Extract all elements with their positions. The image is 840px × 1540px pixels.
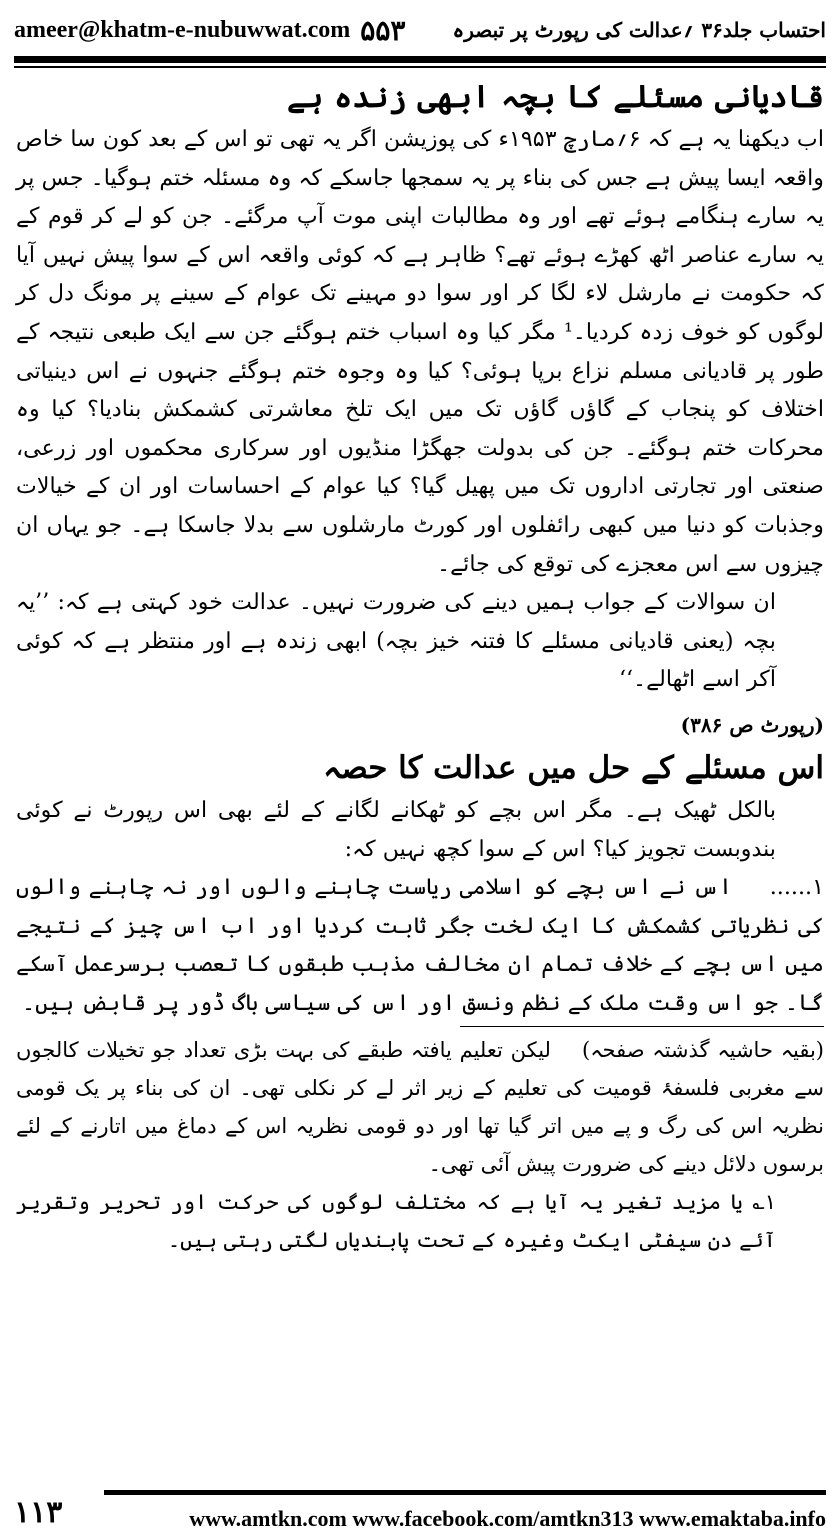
page-footer bbox=[14, 1488, 826, 1534]
header-email[interactable]: ameer@khatm-e-nubuwwat.com bbox=[14, 16, 351, 43]
footnote-continuation bbox=[16, 1031, 824, 1183]
header-rule-thick bbox=[14, 56, 826, 63]
header-rule-thin bbox=[14, 66, 826, 68]
header-running-title: احتساب جلد۳۶ ؍عدالت کی رپورٹ پر تبصرہ bbox=[452, 18, 826, 42]
section1-paragraph1: اب دیکھنا یہ ہے کہ ۶؍مارچ ۱۹۵۳ء کی پوزیشن اگر یہ تھی تو اس کے بعد کون سا خاص واقعہ ایسا پیش ہے جس کی بناء پر یہ سمجھا جاسکے کہ وہ مسئلہ ختم ہوگیا۔ جس پر یہ سارے ہنگامے ہوئے تھے اور وہ مطالبات اپنی موت آپ مرگئے۔ جن کو لے کر قوم کے یہ سارے عناصر اٹھ کھڑے ہوئے تھے؟ ظاہر ہے کہ کوئی واقعہ اس کے سوا پیش نہیں آیا کہ حکومت نے مارشل لاء لگا کر اور سوا دو مہینے تک عوام کے سینے پر مونگ دل کر لوگوں کو خوف زدہ کردیا۔¹ مگر کیا وہ اسباب ختم ہوگئے جن سے ایک طبعی نتیجہ کے طور پر قادیانی مسلم نزاع برپا ہوئی؟ کیا وہ وجوہ ختم ہوگئے جنہوں نے اس دینیاتی اختلاف کو پنجاب کے گاؤں گاؤں تک میں ایک تلخ معاشرتی کشمکش بنادیا؟ کیا وہ محرکات ختم ہوگئے۔ جن کی بدولت جھگڑا منڈیوں اور سرکاری محکموں اور زرعی، صنعتی اور تجارتی اداروں تک میں پھیل گیا؟ کیا عوام کے احساسات اور ان کے خیالات وجذبات کو دنیا میں کبھی رائفلوں اور کورٹ مارشلوں سے بدلا جاسکا ہے۔ جو یہاں ان چیزوں سے اس معجزے کی توقع کی جائے۔ bbox=[16, 126, 825, 577]
footer-page-number: ۱۱۳ bbox=[14, 1495, 63, 1530]
footnote-continuation-text: لیکن تعلیم یافتہ طبقے کی بہت بڑی تعداد جو تخیلات کالجوں سے مغربی فلسفۂ قومیت کی تعلیم کے زیر اثر لے کر نکلی تھی۔ ان کی بناء پر یک قومی نظریہ اس کی رگ و پے میں اتر گیا تھا اور دو قومی نظریہ اس کے دماغ میں اتارنے کے لئے برسوں دلائل دینے کی ضرورت پیش آئی تھی۔ bbox=[16, 1038, 824, 1177]
footer-links[interactable]: www.amtkn.com www.facebook.com/amtkn313 www.emaktaba.info bbox=[189, 1506, 826, 1531]
footnote-1: ۱؎ یا مزید تغیر یہ آیا ہے کہ مختلف لوگوں کی حرکت اور تحریر وتقریر آئے دن سیفٹی ایکٹ وغیرہ کے تحت پابندیاں لگتی رہتی ہیں۔ bbox=[16, 1190, 776, 1253]
footer-rule bbox=[104, 1490, 826, 1495]
header-left bbox=[14, 14, 405, 47]
page-body bbox=[16, 74, 824, 1259]
section2-list-item bbox=[16, 868, 824, 1022]
section1-heading: قادیانی مسئلے کا بچہ ابھی زندہ ہے bbox=[286, 79, 824, 115]
list-item-text: اس نے اس بچے کو اسلامی ریاست چاہنے والوں اور نہ چاہنے والوں کی نظریاتی کشمکش کا ایک لخت جگر ثابت کردیا اور اب اس چیز کے نتیجے میں اس بچے کے خلاف تمام ان مخالف مذہب طبقوں کا تعصب برسرعمل آسکے گا۔ جو اس وقت ملک کے نظم ونسق اور اس کی سیاسی باگ ڈور پر قابض ہیں۔ bbox=[16, 874, 824, 1016]
section2-paragraph1: بالکل ٹھیک ہے۔ مگر اس بچے کو ٹھکانے لگانے کے لئے بھی اس رپورٹ نے کوئی بندوبست تجویز کیا؟ اس کے سوا کچھ نہیں کہ: bbox=[16, 796, 776, 862]
list-item-number: ۱...... bbox=[769, 874, 824, 901]
section1-citation: (رپورٹ ص ۳۸۶) bbox=[680, 712, 824, 737]
section2-heading: اس مسئلے کے حل میں عدالت کا حصہ bbox=[323, 749, 824, 786]
section1-paragraph2: ان سوالات کے جواب ہمیں دینے کی ضرورت نہیں۔ عدالت خود کہتی ہے کہ: ’’یہ بچہ (یعنی قادیانی مسئلے کا فتنہ خیز بچہ) ابھی زندہ ہے اور منتظر ہے کہ کوئی آکر اسے اٹھالے۔‘‘ bbox=[16, 589, 776, 693]
page-header bbox=[14, 8, 826, 52]
header-page-number: ۵۵۳ bbox=[360, 13, 406, 47]
footnote-continuation-label: (بقیہ حاشیہ گذشتہ صفحہ) bbox=[582, 1038, 824, 1063]
footnote-divider bbox=[460, 1026, 824, 1027]
